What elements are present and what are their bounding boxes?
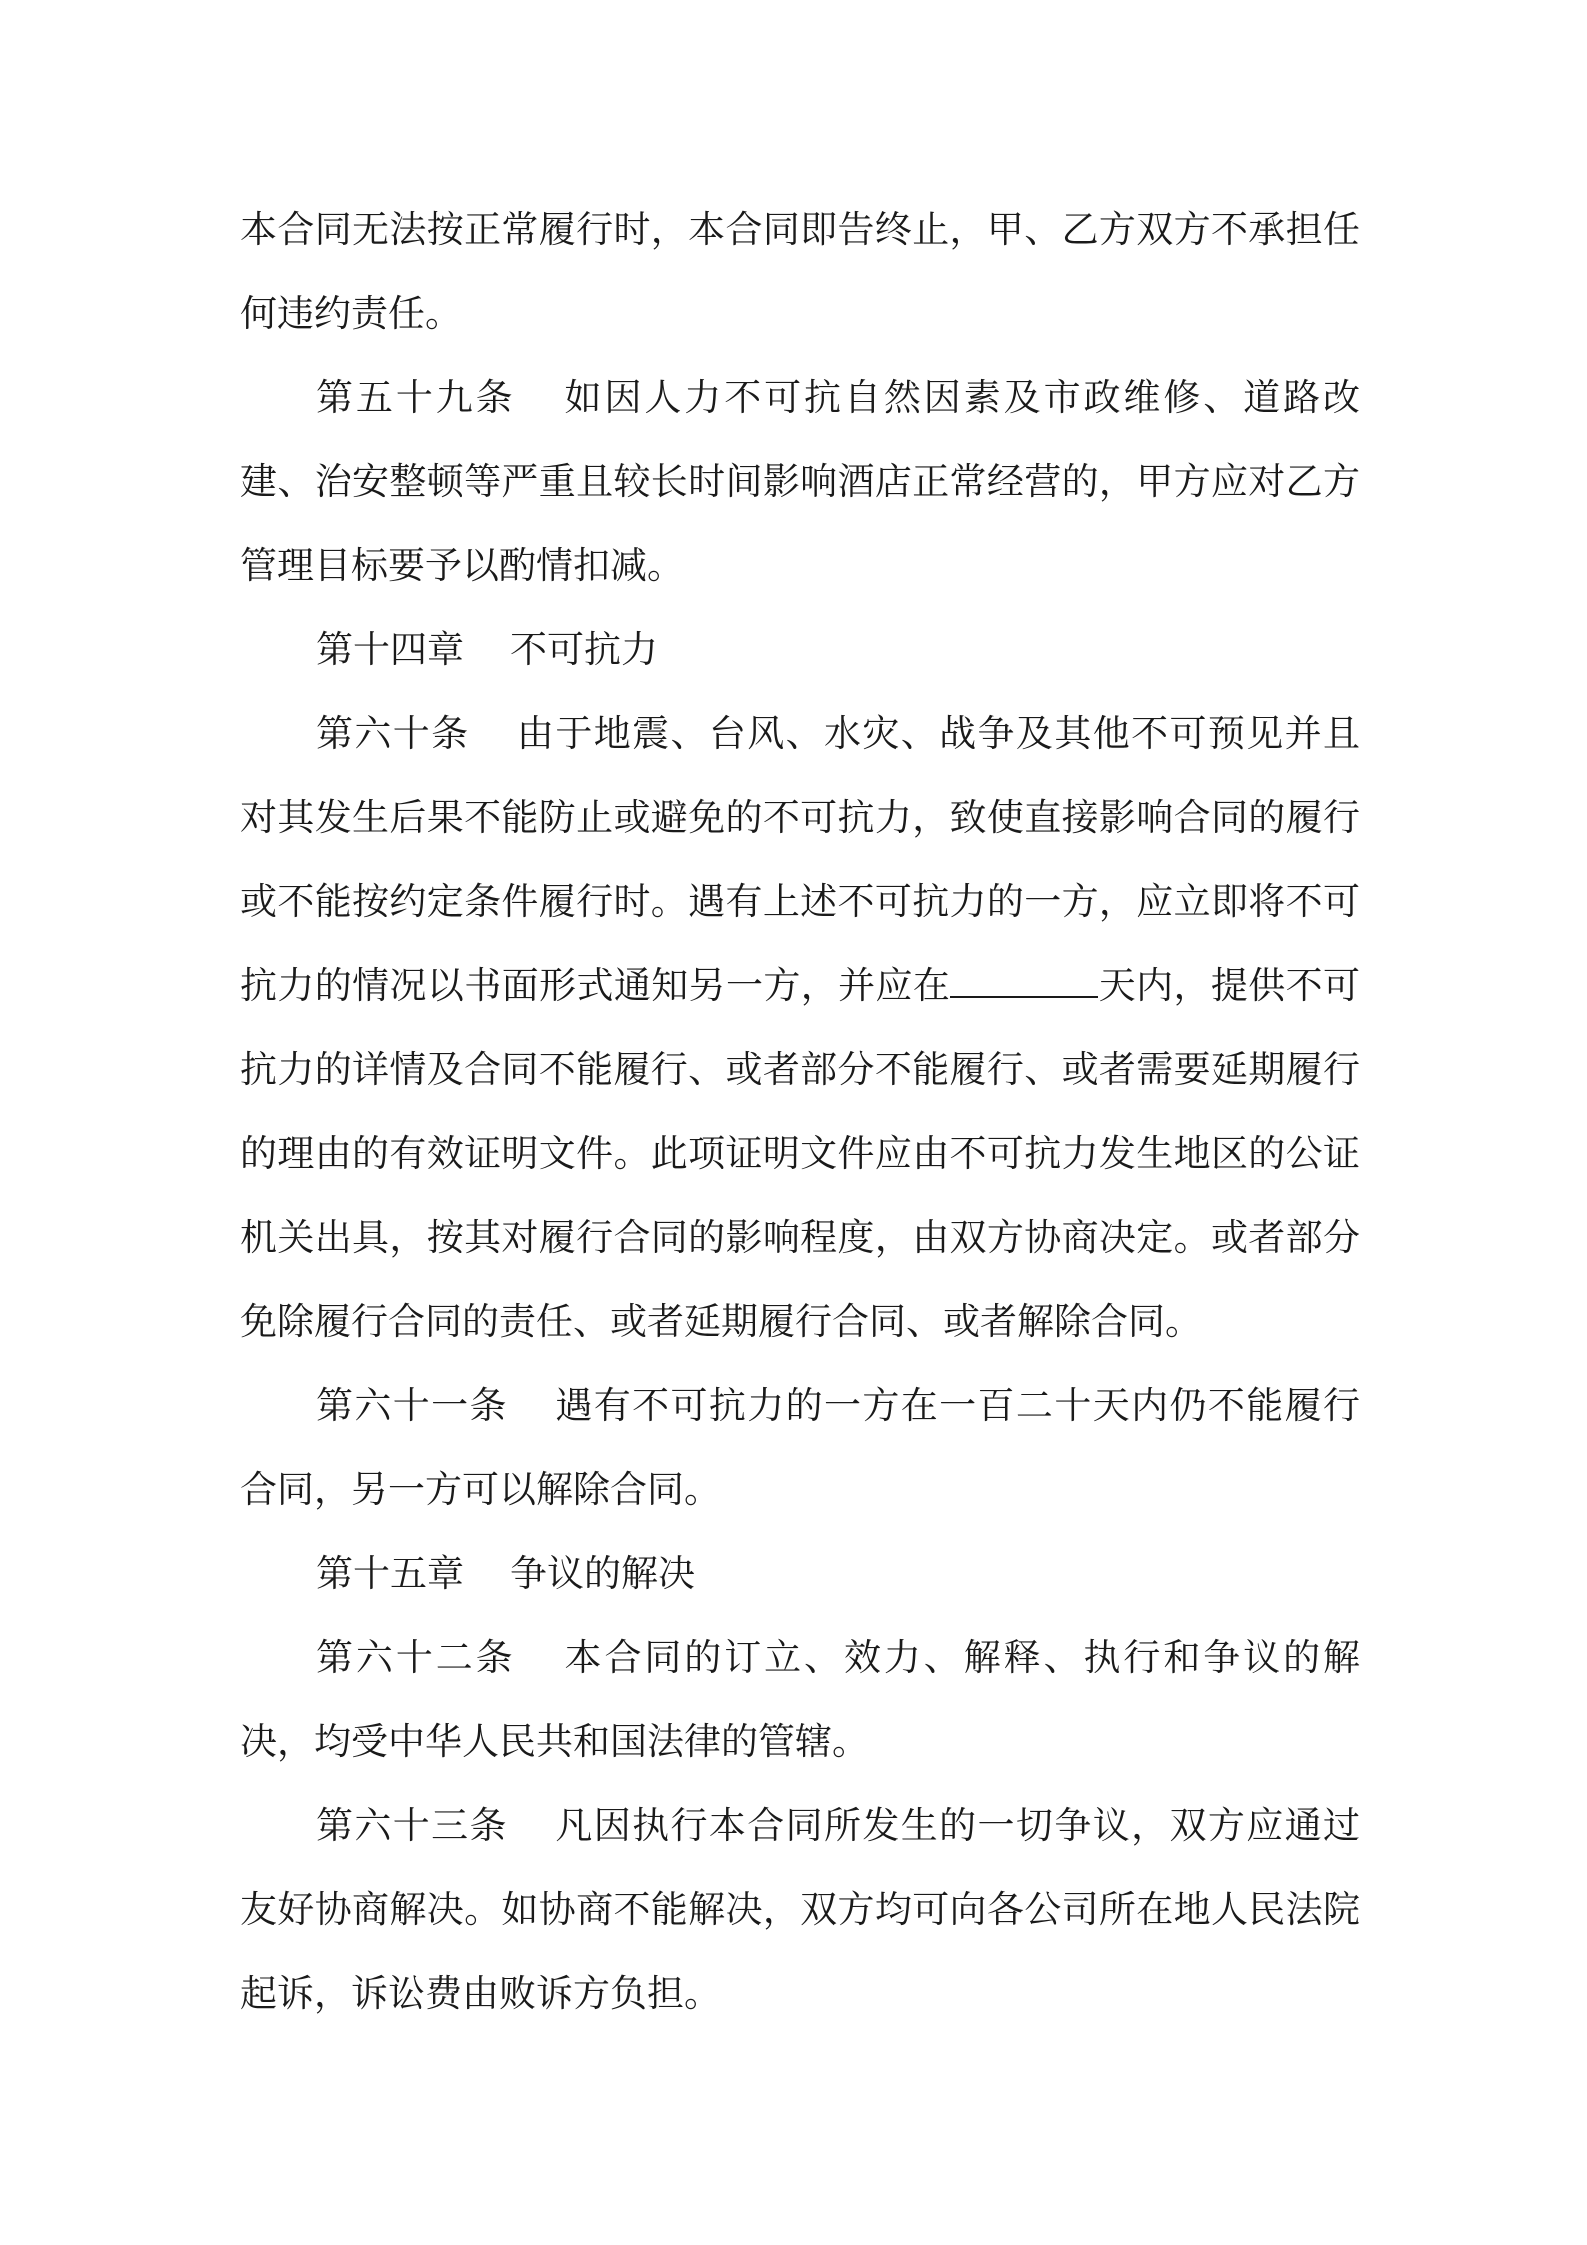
document-body [240,188,1360,2036]
article-number: 第六十三条 [316,1804,508,1847]
chapter-title: 不可抗力 [510,628,658,671]
article-text: 凡因执行本合同所发生的一切争议，双方应通过友好协商解决。如协商不能解决，双方均可向各公司所在地人民法院起诉，诉讼费由败诉方负担。 [240,1804,1361,2015]
article-59 [240,356,1360,608]
article-62 [240,1616,1360,1784]
article-60 [240,692,1360,1364]
chapter-title: 争议的解决 [510,1552,695,1595]
article-number: 第六十条 [316,712,470,755]
chapter-15-heading [240,1532,1360,1616]
chapter-number: 第十五章 [316,1552,464,1595]
article-text-after-blank: 天内，提供不可抗力的详情及合同不能履行、或者部分不能履行、或者需要延期履行的理由的有效证明文件。此项证明文件应由不可抗力发生地区的公证机关出具，按其对履行合同的影响程度，由双方协商决定。或者部分免除履行合同的责任、或者延期履行合同、或者解除合同。 [240,964,1361,1343]
article-63 [240,1784,1360,2036]
chapter-number: 第十四章 [316,628,464,671]
fill-in-blank-days [950,966,1098,998]
article-text: 遇有不可抗力的一方在一百二十天内仍不能履行合同，另一方可以解除合同。 [240,1384,1361,1511]
article-number: 第五十九条 [316,376,516,419]
article-number: 第六十一条 [316,1384,508,1427]
article-number: 第六十二条 [316,1636,516,1679]
article-61 [240,1364,1360,1532]
paragraph-text: 本合同无法按正常履行时，本合同即告终止，甲、乙方双方不承担任何违约责任。 [240,208,1360,335]
article-text: 本合同的订立、效力、解释、执行和争议的解决，均受中华人民共和国法律的管辖。 [240,1636,1361,1763]
article-text-before-blank: 由于地震、台风、水灾、战争及其他不可预见并且对其发生后果不能防止或避免的不可抗力，致使直接影响合同的履行或不能按约定条件履行时。遇有上述不可抗力的一方，应立即将不可抗力的情况以书面形式通知另一方，并应在 [240,712,1361,1007]
chapter-14-heading [240,608,1360,692]
paragraph-continuation [240,188,1360,356]
article-text: 如因人力不可抗自然因素及市政维修、道路改建、治安整顿等严重且较长时间影响酒店正常经营的，甲方应对乙方管理目标要予以酌情扣减。 [240,376,1361,587]
